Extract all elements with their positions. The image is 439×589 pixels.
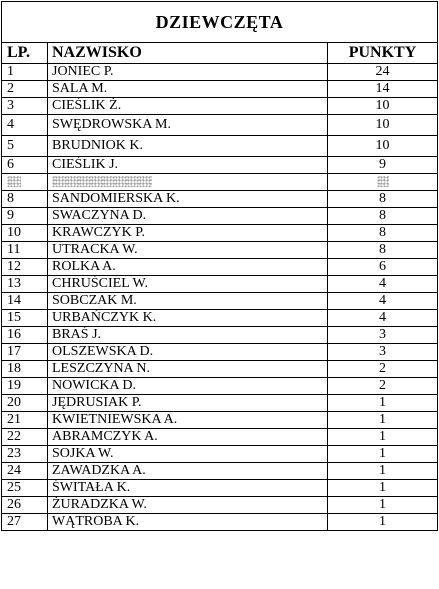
cell-points: 4 (328, 310, 438, 327)
cell-points: 1 (328, 395, 438, 412)
cell-name: NOWICKA D. (48, 378, 328, 395)
cell-name: CIEŚLIK J. (48, 157, 328, 174)
table-row (2, 64, 438, 81)
header-row (2, 43, 438, 64)
table-row (2, 378, 438, 395)
table-row (2, 429, 438, 446)
cell-name: ROLKA A. (48, 259, 328, 276)
cell-name: KWIETNIEWSKA A. (48, 412, 328, 429)
header-lp: LP. (2, 43, 48, 64)
cell-points: 4 (328, 276, 438, 293)
cell-lp: 5 (2, 136, 48, 157)
cell-name: LESZCZYNA N. (48, 361, 328, 378)
cell-name: JĘDRUSIAK P. (48, 395, 328, 412)
table-row (2, 327, 438, 344)
table-row (2, 225, 438, 242)
redacted-blur (7, 176, 21, 187)
table-row (2, 463, 438, 480)
cell-lp: 11 (2, 242, 48, 259)
title-row (2, 2, 438, 43)
table-row (2, 293, 438, 310)
cell-lp: 13 (2, 276, 48, 293)
cell-points (328, 174, 438, 191)
redacted-blur (52, 176, 152, 187)
cell-name: KRAWCZYK P. (48, 225, 328, 242)
cell-lp: 1 (2, 64, 48, 81)
table-row (2, 259, 438, 276)
cell-name: WĄTROBA K. (48, 514, 328, 531)
table-row (2, 98, 438, 115)
cell-name: ŻURADZKA W. (48, 497, 328, 514)
cell-name: UTRACKA W. (48, 242, 328, 259)
header-points: PUNKTY (328, 43, 438, 64)
cell-lp: 17 (2, 344, 48, 361)
cell-name: OLSZEWSKA D. (48, 344, 328, 361)
cell-lp: 19 (2, 378, 48, 395)
cell-points: 8 (328, 225, 438, 242)
cell-name: SALA M. (48, 81, 328, 98)
cell-lp: 21 (2, 412, 48, 429)
cell-points: 1 (328, 480, 438, 497)
table-row (2, 361, 438, 378)
cell-lp: 24 (2, 463, 48, 480)
cell-points: 1 (328, 497, 438, 514)
cell-lp: 4 (2, 115, 48, 136)
cell-lp: 8 (2, 191, 48, 208)
cell-name: SANDOMIERSKA K. (48, 191, 328, 208)
cell-lp: 16 (2, 327, 48, 344)
cell-lp: 20 (2, 395, 48, 412)
cell-points: 6 (328, 259, 438, 276)
cell-lp: 22 (2, 429, 48, 446)
cell-name: SOBCZAK M. (48, 293, 328, 310)
cell-lp: 9 (2, 208, 48, 225)
table-row (2, 174, 438, 191)
cell-points: 10 (328, 136, 438, 157)
cell-points: 3 (328, 344, 438, 361)
table-row (2, 446, 438, 463)
cell-name: ZAWADZKA A. (48, 463, 328, 480)
cell-points: 1 (328, 514, 438, 531)
cell-name: SWACZYNA D. (48, 208, 328, 225)
table-row (2, 412, 438, 429)
cell-lp: 25 (2, 480, 48, 497)
cell-lp: 26 (2, 497, 48, 514)
redacted-blur (377, 176, 389, 187)
table-row (2, 497, 438, 514)
cell-points: 9 (328, 157, 438, 174)
cell-points: 1 (328, 412, 438, 429)
table-row (2, 136, 438, 157)
cell-name: SWĘDROWSKA M. (48, 115, 328, 136)
cell-points: 8 (328, 242, 438, 259)
table-row (2, 514, 438, 531)
header-name: NAZWISKO (48, 43, 328, 64)
cell-lp: 2 (2, 81, 48, 98)
table-row (2, 310, 438, 327)
cell-name: ABRAMCZYK A. (48, 429, 328, 446)
cell-points: 4 (328, 293, 438, 310)
cell-points: 10 (328, 98, 438, 115)
table-row (2, 276, 438, 293)
cell-name: CIEŚLIK Ż. (48, 98, 328, 115)
cell-points: 1 (328, 429, 438, 446)
cell-points: 14 (328, 81, 438, 98)
cell-name: CHRUŚCIEL W. (48, 276, 328, 293)
cell-lp: 10 (2, 225, 48, 242)
cell-points: 3 (328, 327, 438, 344)
cell-points: 8 (328, 208, 438, 225)
cell-points: 10 (328, 115, 438, 136)
cell-lp: 6 (2, 157, 48, 174)
cell-points: 1 (328, 463, 438, 480)
cell-lp: 27 (2, 514, 48, 531)
cell-lp: 23 (2, 446, 48, 463)
cell-lp: 3 (2, 98, 48, 115)
table-row (2, 208, 438, 225)
cell-points: 2 (328, 378, 438, 395)
cell-points: 24 (328, 64, 438, 81)
cell-name (48, 174, 328, 191)
cell-name: SOJKA W. (48, 446, 328, 463)
cell-lp: 15 (2, 310, 48, 327)
table-row (2, 344, 438, 361)
cell-points: 2 (328, 361, 438, 378)
table-row (2, 157, 438, 174)
table-row (2, 191, 438, 208)
cell-lp: 12 (2, 259, 48, 276)
cell-name: ŚWITAŁA K. (48, 480, 328, 497)
cell-name: JONIEC P. (48, 64, 328, 81)
cell-lp: 14 (2, 293, 48, 310)
cell-name: BRUDNIOK K. (48, 136, 328, 157)
cell-lp: 18 (2, 361, 48, 378)
cell-lp (2, 174, 48, 191)
table-row (2, 480, 438, 497)
table-row (2, 395, 438, 412)
cell-points: 8 (328, 191, 438, 208)
cell-name: URBAŃCZYK K. (48, 310, 328, 327)
table-body (2, 64, 438, 531)
table-title: DZIEWCZĘTA (2, 2, 438, 43)
table-row (2, 115, 438, 136)
table-row (2, 81, 438, 98)
cell-points: 1 (328, 446, 438, 463)
cell-name: BRAŚ J. (48, 327, 328, 344)
results-table (1, 1, 438, 531)
table-row (2, 242, 438, 259)
